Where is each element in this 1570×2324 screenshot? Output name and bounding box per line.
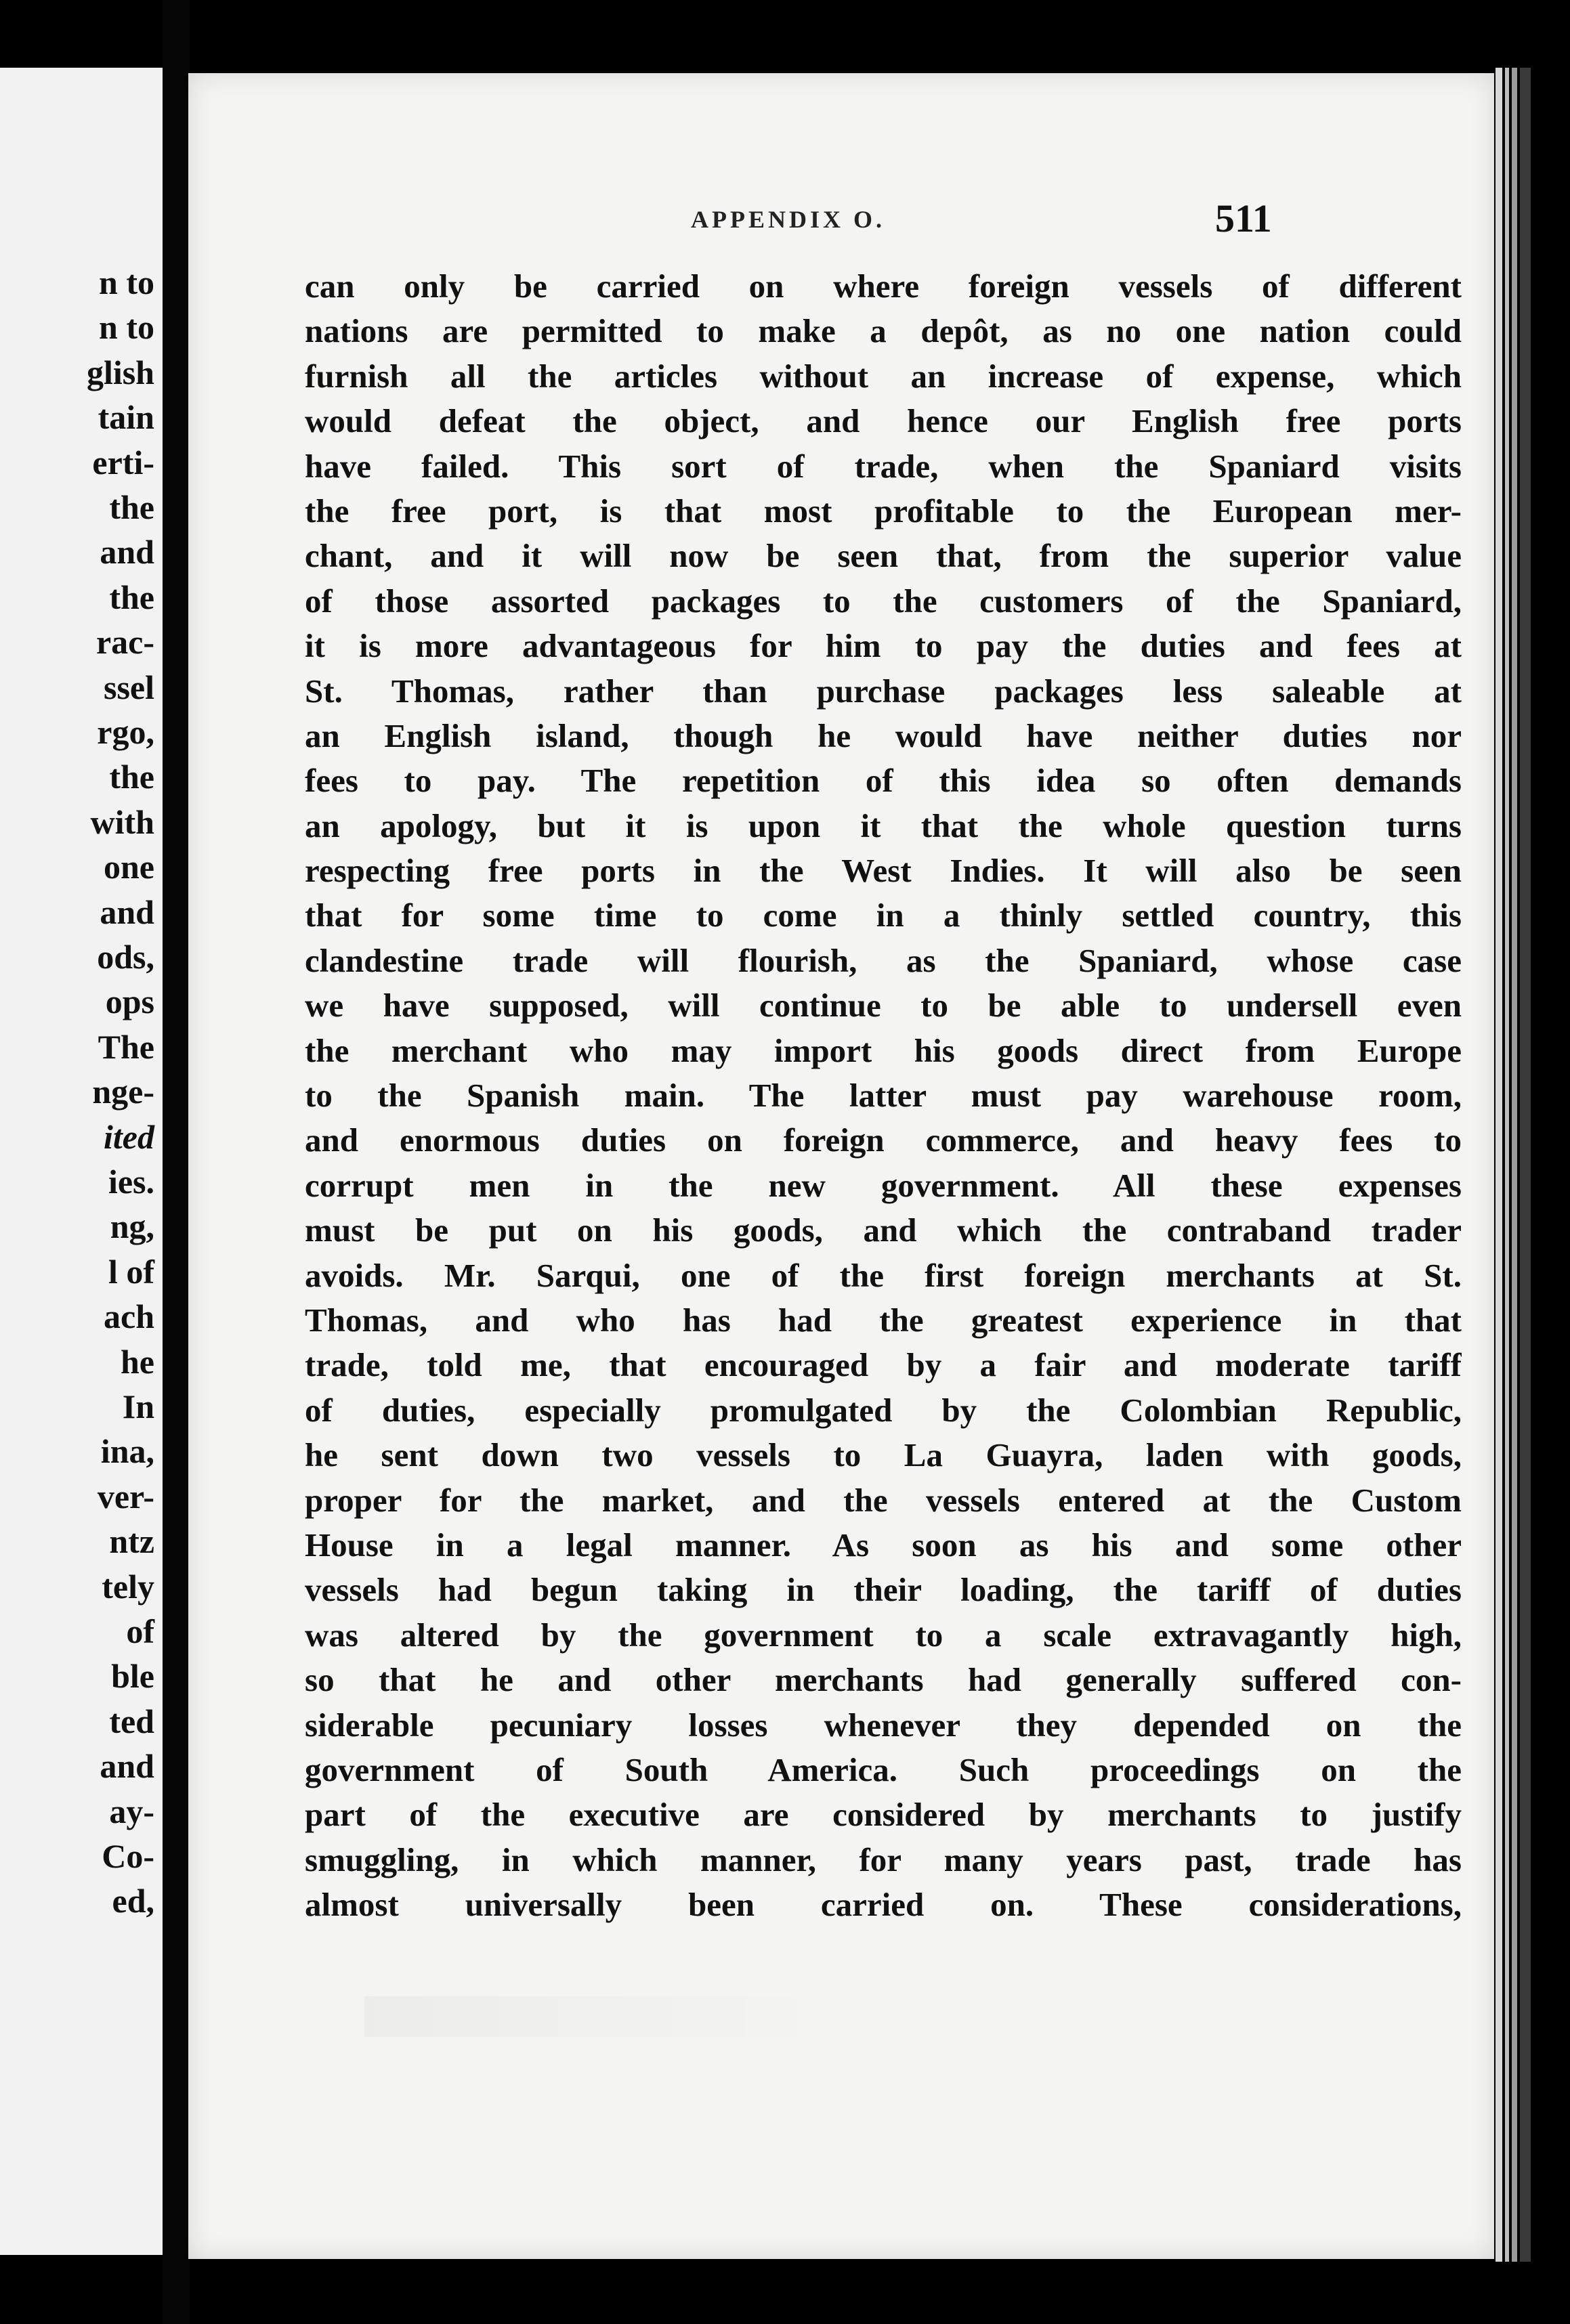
text-line: chant, and it will now be seen that, from the superior value xyxy=(305,537,1462,575)
left-page-line: ops xyxy=(105,983,154,1021)
text-line: Thomas, and who has had the greatest experience in that xyxy=(305,1301,1462,1339)
left-page-line: In xyxy=(122,1387,154,1425)
page-edge-strip xyxy=(1520,68,1531,2262)
left-page-line: ssel xyxy=(104,668,154,706)
page-edge-strip xyxy=(1495,68,1502,2262)
page-edge-strip xyxy=(1512,68,1517,2262)
text-line: the merchant who may import his goods direct from Europe xyxy=(305,1031,1462,1069)
text-line: nations are permitted to make a depôt, as no one nation could xyxy=(305,312,1462,350)
text-line: St. Thomas, rather than purchase packages less saleable at xyxy=(305,672,1462,710)
page-number: 511 xyxy=(1215,196,1272,240)
text-line: to the Spanish main. The latter must pay warehouse room, xyxy=(305,1077,1462,1115)
text-line: that for some time to come in a thinly settled country, this xyxy=(305,897,1462,934)
left-page-line: tely xyxy=(102,1567,154,1606)
text-line: the free port, is that most profitable to the European mer- xyxy=(305,492,1462,530)
left-page-line: l of xyxy=(108,1252,154,1291)
left-page-line: one xyxy=(104,848,154,886)
previous-page-fragment xyxy=(0,68,163,2255)
text-line: vessels had begun taking in their loading, the tariff of duties xyxy=(305,1571,1462,1609)
left-page-line: the xyxy=(109,488,154,526)
left-page-line: Co- xyxy=(102,1837,154,1875)
left-page-line: ver- xyxy=(97,1477,154,1515)
page-header xyxy=(188,198,1494,253)
book-page xyxy=(188,73,1494,2259)
left-page-line: ng, xyxy=(110,1207,154,1246)
text-line: fees to pay. The repetition of this idea so often demands xyxy=(305,762,1462,800)
text-line: smuggling, in which manner, for many years past, trade has xyxy=(305,1841,1462,1878)
left-page-line: with xyxy=(90,802,154,841)
text-line: government of South America. Such proceedings on the xyxy=(305,1750,1462,1788)
left-page-line: rac- xyxy=(96,623,154,662)
left-page-line: the xyxy=(109,758,154,796)
text-line: trade, told me, that encouraged by a fair and moderate tariff xyxy=(305,1346,1462,1384)
text-line: have failed. This sort of trade, when the Spaniard visits xyxy=(305,447,1462,485)
left-page-line: ted xyxy=(109,1702,154,1740)
left-page-line: nge- xyxy=(92,1073,154,1111)
text-line: was altered by the government to a scale extravagantly high, xyxy=(305,1616,1462,1654)
left-page-line: and xyxy=(100,1747,154,1786)
left-page-line: he xyxy=(121,1342,154,1381)
text-line: avoids. Mr. Sarqui, one of the first foreign merchants at St. xyxy=(305,1256,1462,1294)
left-page-line: ods, xyxy=(97,938,154,976)
text-line: he sent down two vessels to La Guayra, laden with goods, xyxy=(305,1436,1462,1474)
text-line: corrupt men in the new government. All these expenses xyxy=(305,1166,1462,1204)
text-line: and enormous duties on foreign commerce, and heavy fees to xyxy=(305,1121,1462,1159)
left-page-line: ay- xyxy=(109,1792,154,1830)
left-page-line: ntz xyxy=(109,1522,154,1561)
left-page-line: rgo, xyxy=(97,713,154,751)
left-page-line: ina, xyxy=(100,1432,154,1471)
text-line: part of the executive are considered by merchants to justify xyxy=(305,1796,1462,1834)
text-line: of duties, especially promulgated by the Colombian Republic, xyxy=(305,1391,1462,1429)
text-line: must be put on his goods, and which the contraband trader xyxy=(305,1211,1462,1249)
running-head: APPENDIX O. xyxy=(691,206,885,233)
body-text xyxy=(305,264,1462,1927)
page-edge-strip xyxy=(1505,68,1509,2262)
left-page-line: ed, xyxy=(112,1882,154,1920)
book-gutter xyxy=(163,0,190,2324)
text-line: proper for the market, and the vessels entered at the Custom xyxy=(305,1481,1462,1519)
left-page-line: tain xyxy=(98,398,154,437)
text-line: would defeat the object, and hence our English free ports xyxy=(305,402,1462,440)
text-line: clandestine trade will flourish, as the Spaniard, whose case xyxy=(305,941,1462,979)
left-page-line: ited xyxy=(104,1117,154,1156)
text-line: respecting free ports in the West Indies. It will also be seen xyxy=(305,852,1462,890)
text-line: it is more advantageous for him to pay the duties and fees at xyxy=(305,627,1462,665)
text-line: of those assorted packages to the customers of the Spaniard, xyxy=(305,582,1462,620)
left-page-line: ies. xyxy=(108,1163,154,1201)
left-page-line: The xyxy=(98,1027,154,1066)
text-line: can only be carried on where foreign vessels of different xyxy=(305,267,1462,305)
text-line: an English island, though he would have neither duties nor xyxy=(305,716,1462,754)
left-page-line: ach xyxy=(104,1297,154,1336)
left-page-line: ble xyxy=(111,1657,154,1696)
text-line: an apology, but it is upon it that the whole question turns xyxy=(305,806,1462,844)
left-page-line: and xyxy=(100,892,154,931)
page-bottom-margin xyxy=(364,1996,839,2037)
text-line: House in a legal manner. As soon as his and some other xyxy=(305,1526,1462,1564)
left-page-line: n to xyxy=(99,308,154,347)
text-line: we have supposed, will continue to be able to undersell even xyxy=(305,987,1462,1025)
left-page-line: n to xyxy=(99,263,154,301)
text-line: furnish all the articles without an increase of expense, which xyxy=(305,357,1462,395)
left-page-line: the xyxy=(109,578,154,616)
text-line: almost universally been carried on. These considerations, xyxy=(305,1886,1462,1924)
left-page-line: erti- xyxy=(92,443,154,481)
left-page-line: and xyxy=(100,533,154,572)
text-line: so that he and other merchants had generally suffered con- xyxy=(305,1661,1462,1699)
left-page-line: glish xyxy=(86,353,154,391)
text-line: siderable pecuniary losses whenever they depended on the xyxy=(305,1706,1462,1744)
left-page-line: of xyxy=(126,1612,154,1650)
